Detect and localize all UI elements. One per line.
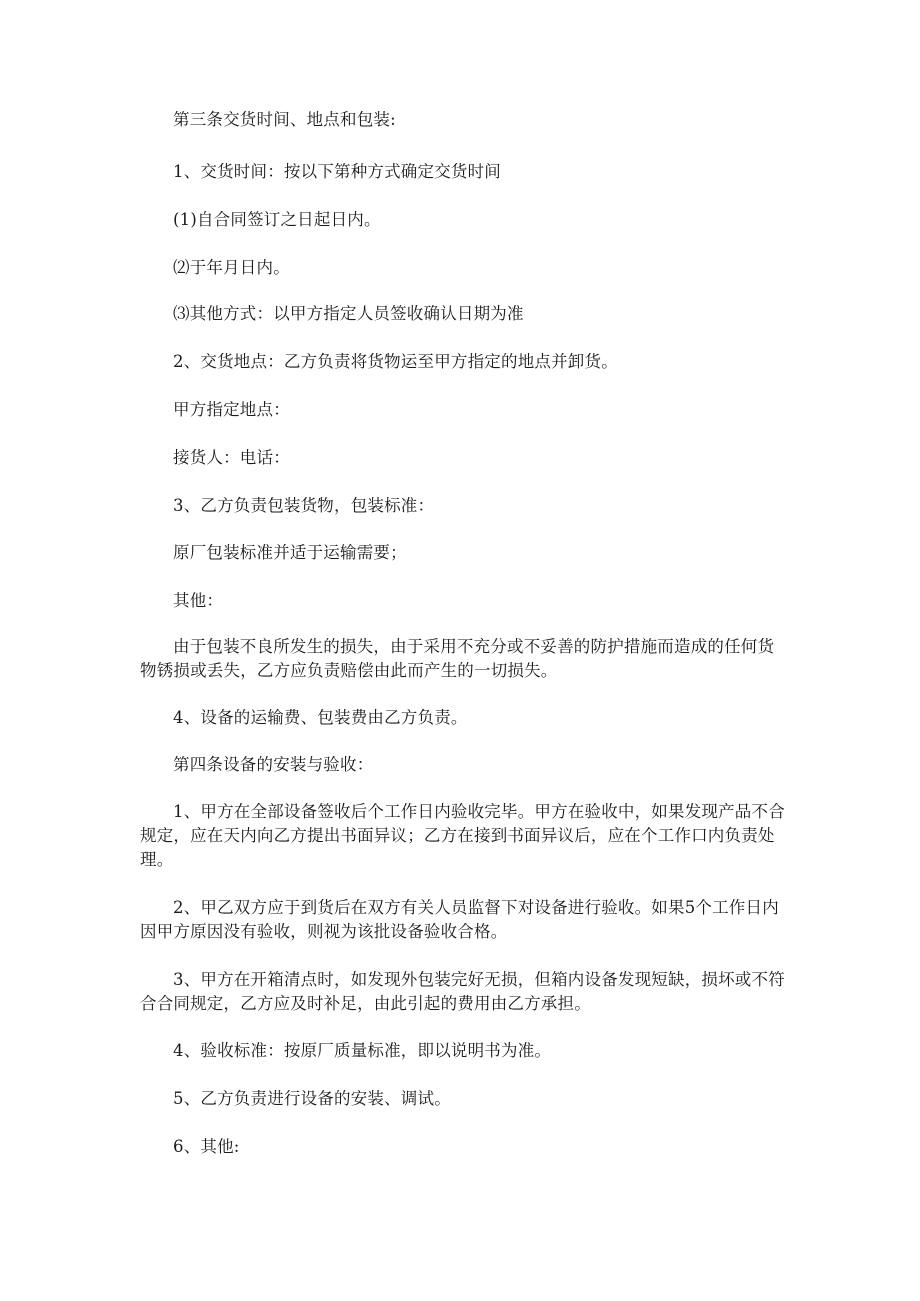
delivery-time-option-1: (1)自合同签订之日起日内。 bbox=[173, 210, 381, 229]
acceptance-clause-1: 1、甲方在全部设备签收后个工作日内验收完毕。甲方在验收中，如果发现产品不合规定，应在天内向乙方提出书面异议；乙方在接到书面异议后，应在个工作口内负责处理。 bbox=[140, 802, 785, 869]
acceptance-other-line: 6、其他: bbox=[173, 1137, 240, 1156]
transport-fee-clause: 4、设备的运输费、包装费由乙方负责。 bbox=[173, 708, 468, 727]
consignee-phone-line: 接货人：电话： bbox=[173, 448, 290, 467]
article-4-heading: 第四条设备的安装与验收： bbox=[173, 755, 374, 774]
delivery-location-clause: 2、交货地点：乙方负责将货物运至甲方指定的地点并卸货。 bbox=[173, 352, 618, 371]
designated-location-line: 甲方指定地点： bbox=[173, 400, 290, 419]
delivery-time-option-2: ⑵于年月日内。 bbox=[173, 258, 290, 277]
packaging-loss-clause: 由于包装不良所发生的损失，由于采用不充分或不妥善的防护措施而造成的任何货物锈损或丢失，乙方应负责赔偿由此而产生的一切损失。 bbox=[140, 637, 775, 680]
article-3-heading: 第三条交货时间、地点和包装: bbox=[173, 110, 396, 129]
delivery-time-option-3: ⑶其他方式：以甲方指定人员签收确认日期为准 bbox=[173, 304, 524, 323]
acceptance-clause-3: 3、甲方在开箱清点时，如发现外包装完好无损，但箱内设备发现短缺，损坏或不符合合同规定，乙方应及时补足，由此引起的费用由乙方承担。 bbox=[140, 970, 785, 1013]
acceptance-standard-clause: 4、验收标准：按原厂质量标准，即以说明书为准。 bbox=[173, 1041, 552, 1060]
packaging-standard-line: 原厂包装标准并适于运输需要； bbox=[173, 543, 407, 562]
installation-clause: 5、乙方负责进行设备的安装、调试。 bbox=[173, 1089, 451, 1108]
delivery-time-clause: 1、交货时间：按以下第种方式确定交货时间 bbox=[173, 162, 501, 181]
packaging-clause: 3、乙方负责包装货物，包装标准： bbox=[173, 496, 435, 515]
packaging-other-line: 其他： bbox=[173, 591, 224, 610]
acceptance-clause-2: 2、甲乙双方应于到货后在双方有关人员监督下对设备进行验收。如果5个工作日内因甲方原因没有验收，则视为该批设备验收合格。 bbox=[140, 898, 779, 941]
